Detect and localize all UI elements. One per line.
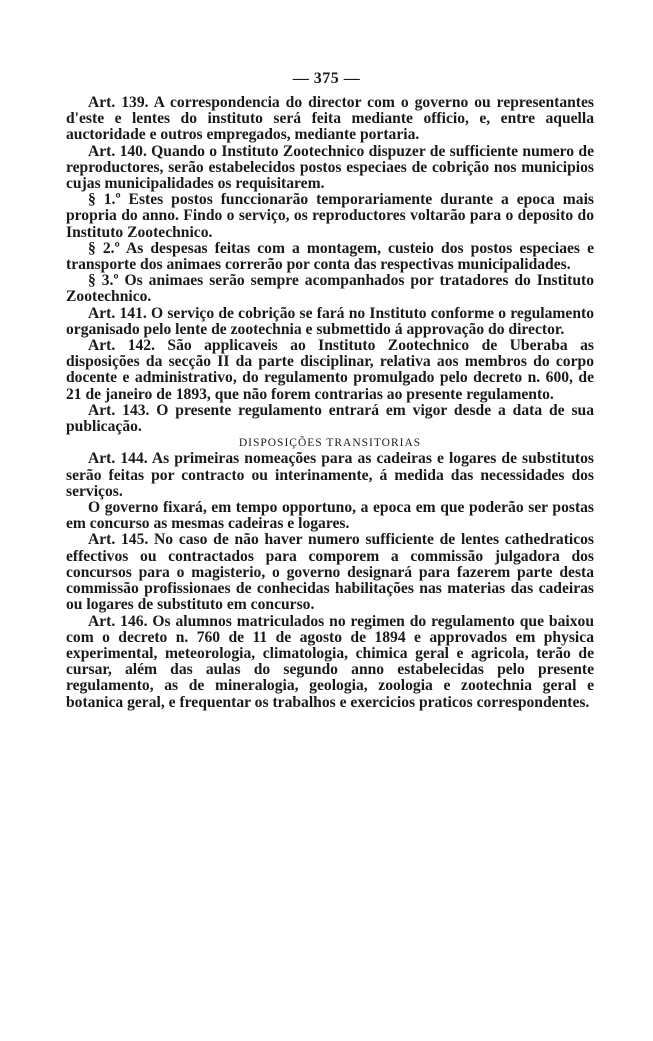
paragraph: Art. 145. No caso de não haver numero sufficiente de lentes cathedraticos effectivos ou contractados para comporem a commissão julgadora dos concursos para o magisterio, o governo designará para fazerem parte desta commissão profissionaes de conhecidas habilitações nas materias das cadeiras ou logares de substituto em concurso. xyxy=(66,531,594,614)
paragraph: Art. 143. O presente regulamento entrará em vigor desde a data de sua publicação. xyxy=(66,401,594,436)
paragraph: Art. 144. As primeiras nomeações para as cadeiras e logares de substitutos serão feitas por contracto ou interinamente, á medida das necessidades dos serviços. xyxy=(66,450,594,500)
articles-before-heading xyxy=(66,95,594,435)
paragraph: Art. 140. Quando o Instituto Zootechnico dispuzer de sufficiente numero de reproductores, serão estabelecidos postos especiaes de cobrição nos municipios cujas municipalidades os requisitarem. xyxy=(66,142,594,193)
paragraph: O governo fixará, em tempo opportuno, a epoca em que poderão ser postas em concurso as mesmas cadeiras e logares. xyxy=(66,499,594,533)
paragraph: § 1.º Estes postos funccionarão temporariamente durante a epoca mais propria do anno. Findo o serviço, os reproductores voltarão para o deposito do Instituto Zootechnico. xyxy=(66,191,594,241)
paragraph: § 3.º Os animaes serão sempre acompanhados por tratadores do Instituto Zootechnico. xyxy=(66,272,594,306)
page-number: — 375 — xyxy=(292,70,361,87)
articles-after-heading xyxy=(66,451,594,710)
body-text xyxy=(66,95,594,711)
paragraph: § 2.º As despesas feitas com a montagem, custeio dos postos especiaes e transporte dos animaes correrão por conta das respectivas municipalidades. xyxy=(66,239,594,274)
section-heading: DISPOSIÇÕES TRANSITORIAS xyxy=(238,437,422,450)
paragraph: Art. 142. São applicaveis ao Instituto Zootechnico de Uberaba as disposições da secção II da parte disciplinar, relativa aos membros do corpo docente e administrativo, do regulamento promulgado pelo decreto n. 600, de 21 de janeiro de 1893, que não forem contrarias ao presente regulamento. xyxy=(66,337,594,403)
paragraph: Art. 139. A correspondencia do director com o governo ou representantes d'este e lentes do instituto será feita mediante officio, e, entre aquella auctoridade e outros empregados, mediante portaria. xyxy=(66,94,594,144)
paragraph: Art. 141. O serviço de cobrição se fará no Instituto conforme o regulamento organisado pelo lente de zootechnia e submettido á approvação do director. xyxy=(66,304,594,338)
paragraph: Art. 146. Os alumnos matriculados no regimen do regulamento que baixou com o decreto n. 760 de 11 de agosto de 1894 e approvados em physica experimental, meteorologia, climatologia, chimica geral e agricola, terão de cursar, além das aulas do segundo anno estabelecidas pelo presente regulamento, as de mineralogia, geologia, zoologia e zootechnia geral e botanica geral, e frequentar os trabalhos e exercicios praticos correspondentes. xyxy=(66,612,594,711)
